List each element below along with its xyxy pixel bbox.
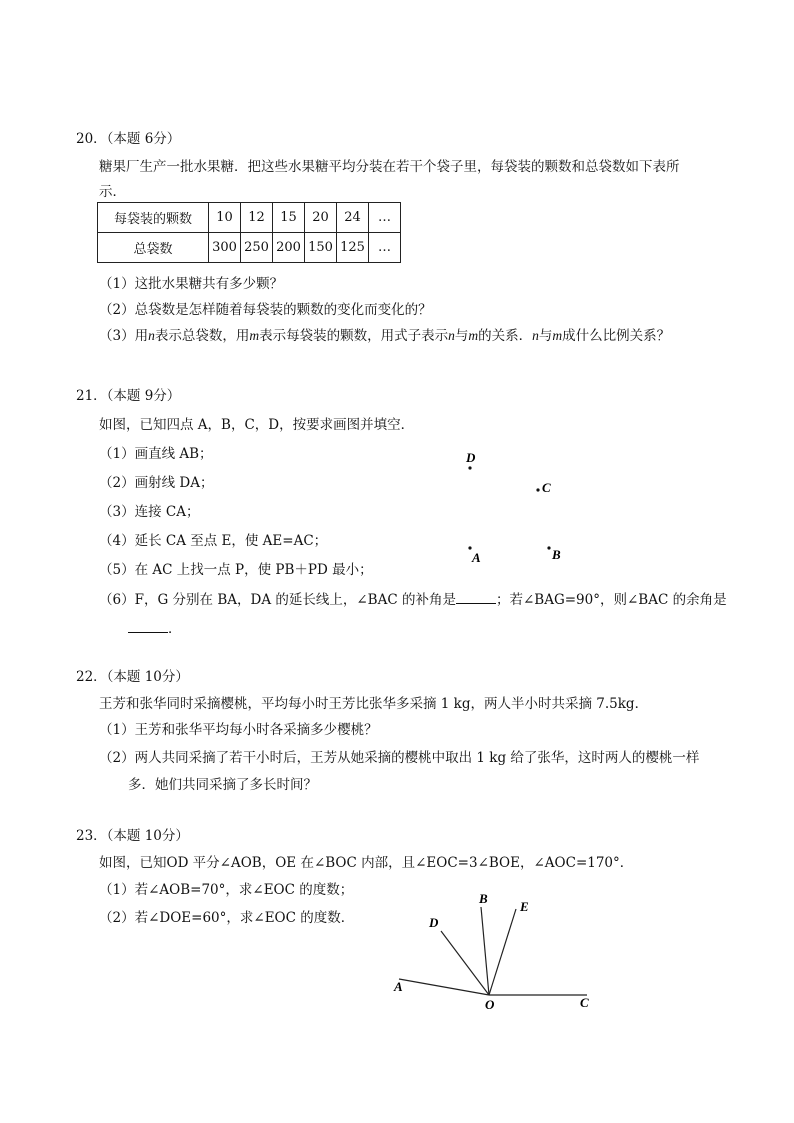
label-c: C (580, 995, 589, 1010)
label-b: B (479, 891, 488, 906)
point-d-label: D (466, 450, 476, 465)
var-m: m (249, 328, 260, 343)
var-m: m (468, 328, 479, 343)
label-d: D (429, 915, 439, 930)
q20-part3 (99, 324, 670, 344)
text: 与 (454, 328, 469, 344)
table-row (98, 203, 401, 233)
q21-points-figure (460, 445, 580, 570)
q21-heading: 21．（本题 9分） (76, 388, 181, 404)
q21-part3: （3）连接 CA； (99, 504, 200, 520)
answer-blank[interactable] (456, 591, 496, 604)
ray-oe (489, 909, 516, 995)
label-o: O (485, 997, 495, 1012)
text: 表示总袋数，用 (154, 328, 250, 344)
q23-angle-figure (385, 888, 605, 1018)
table-header-cell: 总袋数 (98, 233, 209, 263)
table-row (98, 233, 401, 263)
q22-part2-line1: （2）两人共同采摘了若干小时后，王芳从她采摘的樱桃中取出 1 kg 给了张华，这时两人的樱桃一样 (99, 750, 700, 766)
text: 与 (538, 328, 553, 344)
q20-part1: （1）这批水果糖共有多少颗？ (99, 276, 284, 292)
table-cell: 300 (209, 233, 241, 263)
table-cell: … (369, 203, 401, 233)
text: （3）用 (99, 328, 149, 344)
q22-part2-line2: 多．她们共同采摘了多长时间？ (128, 777, 317, 793)
point-b-dot (547, 546, 550, 549)
q23-part2: （2）若∠DOE=60°，求∠EOC 的度数． (99, 910, 355, 926)
point-c-label: C (542, 480, 551, 495)
q21-part6 (99, 588, 727, 608)
table-cell: … (369, 233, 401, 263)
q20-stem-line2: 示． (99, 184, 126, 200)
label-a: A (394, 979, 403, 994)
q22-heading: 22．（本题 10分） (76, 669, 189, 685)
table-cell: 20 (305, 203, 337, 233)
answer-blank[interactable] (128, 620, 168, 633)
text: ；若∠BAG=90°，则∠BAC 的余角是 (495, 592, 727, 608)
table-header-cell: 每袋装的颗数 (98, 203, 209, 233)
text: ． (168, 621, 182, 637)
table-cell: 10 (209, 203, 241, 233)
text: （6）F，G 分别在 BA，DA 的延长线上，∠BAC 的补角是 (99, 592, 456, 608)
q21-part4: （4）延长 CA 至点 E，使 AE=AC； (99, 533, 328, 549)
table-cell: 24 (337, 203, 369, 233)
label-e: E (520, 899, 529, 914)
q21-stem: 如图，已知四点 A，B，C，D，按要求画图并填空． (99, 417, 415, 433)
q20-table (97, 202, 401, 263)
ray-ob (481, 907, 489, 995)
table-cell: 200 (273, 233, 305, 263)
q22-part1: （1）王芳和张华平均每小时各采摘多少樱桃？ (99, 722, 378, 738)
q21-part5: （5）在 AC 上找一点 P，使 PB＋PD 最小； (99, 562, 373, 578)
point-a-label: A (472, 550, 481, 565)
text: 的关系． (478, 328, 533, 344)
table-cell: 150 (305, 233, 337, 263)
q21-part1: （1）画直线 AB； (99, 446, 213, 462)
ray-od (441, 931, 489, 995)
text: 成什么比例关系？ (562, 328, 671, 344)
var-n: n (448, 328, 455, 343)
q23-part1: （1）若∠AOB=70°，求∠EOC 的度数； (99, 882, 354, 898)
q21-part2: （2）画射线 DA； (99, 475, 214, 491)
table-cell: 250 (241, 233, 273, 263)
q23-heading: 23．（本题 10分） (76, 828, 189, 844)
q22-stem: 王芳和张华同时采摘樱桃，平均每小时王芳比张华多采摘 1 kg，两人半小时共采摘 7.5kg． (99, 696, 649, 712)
var-m: m (552, 328, 563, 343)
point-c-dot (536, 488, 539, 491)
q21-part6-cont (128, 617, 182, 637)
point-b-label: B (552, 547, 561, 562)
table-cell: 12 (241, 203, 273, 233)
table-cell: 125 (337, 233, 369, 263)
text: 表示每袋装的颗数，用式子表示 (259, 328, 449, 344)
q23-stem: 如图，已知OD 平分∠AOB，OE 在∠BOC 内部，且∠EOC=3∠BOE，∠AOC=170°． (99, 855, 634, 871)
q20-heading: 20．（本题 6分） (76, 131, 181, 147)
q20-stem-line1: 糖果厂生产一批水果糖．把这些水果糖平均分装在若干个袋子里，每袋装的颗数和总袋数如下表所 (99, 159, 680, 175)
point-d-dot (468, 466, 471, 469)
ray-oa (399, 979, 489, 995)
table-cell: 15 (273, 203, 305, 233)
q20-part2: （2）总袋数是怎样随着每袋装的颗数的变化而变化的？ (99, 302, 432, 318)
var-n: n (148, 328, 155, 343)
var-n: n (532, 328, 539, 343)
